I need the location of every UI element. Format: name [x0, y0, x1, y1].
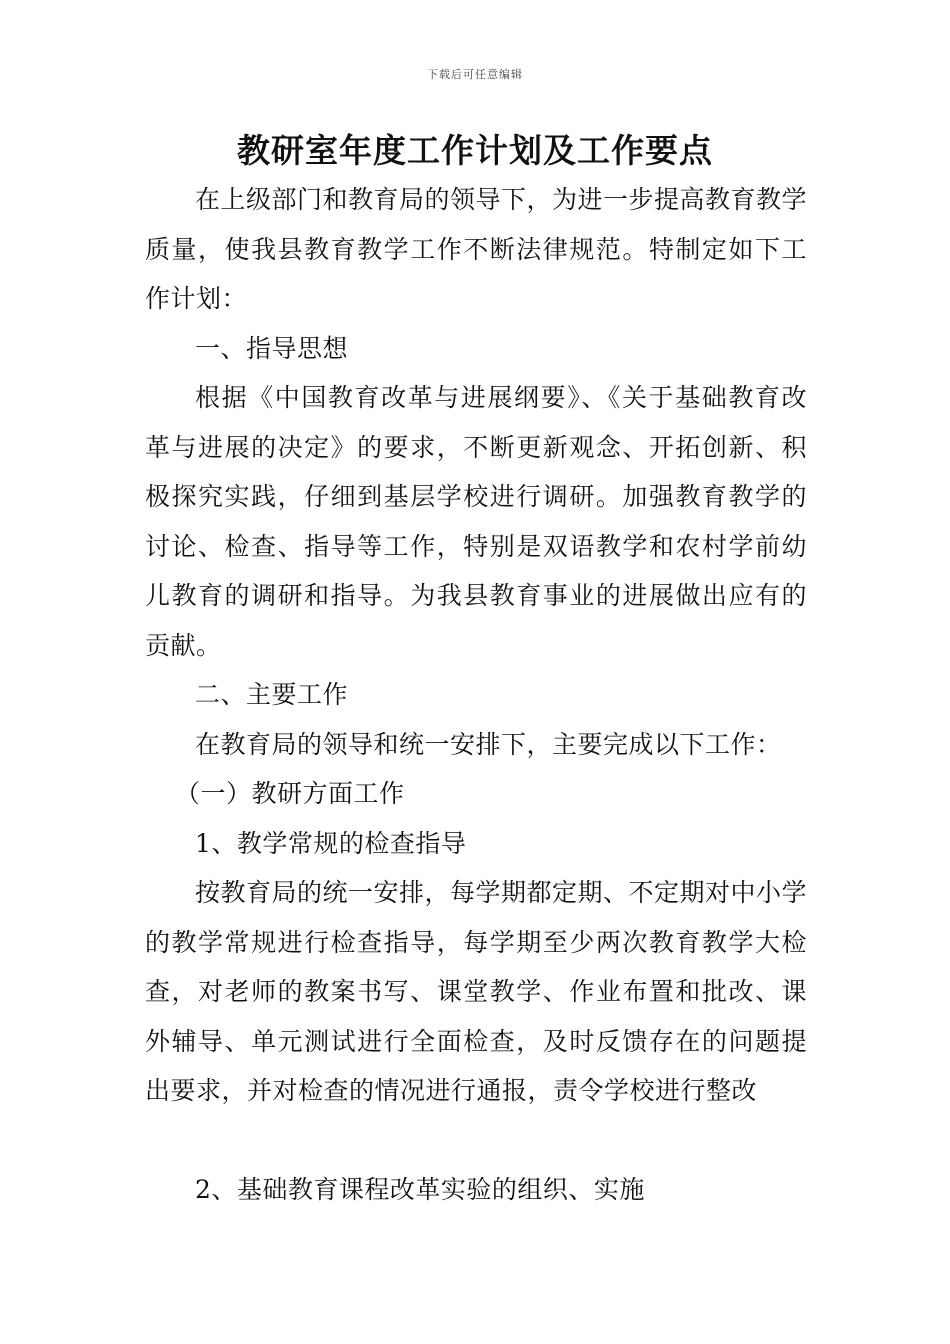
section-heading-main-work: 二、主要工作	[195, 680, 349, 709]
document-title: 教研室年度工作计划及工作要点	[237, 131, 713, 170]
paragraph-gap	[145, 1116, 807, 1166]
document-body	[145, 175, 807, 1215]
item-heading-teaching-routine: 1、教学常规的检查指导	[195, 828, 467, 858]
header-note: 下载后可任意编辑	[427, 68, 523, 81]
item-heading-curriculum-reform: 2、基础教育课程改革实验的组织、实施	[195, 1175, 645, 1204]
teaching-routine-paragraph: 按教育局的统一安排，每学期都定期、不定期对中小学的教学常规进行检查指导，每学期至少两次教育教学大检查，对老师的教案书写、课堂教学、作业布置和批改、课外辅导、单元测试进行全面检查，及时反馈存在的问题提出要求，并对检查的情况进行通报，责令学校进行整改	[145, 878, 808, 1105]
intro-paragraph: 在上级部门和教育局的领导下，为进一步提高教育教学质量，使我县教育教学工作不断法律规范。特制定如下工作计划：	[145, 185, 808, 313]
section-heading-guiding-ideology: 一、指导思想	[195, 333, 349, 363]
guiding-ideology-paragraph: 根据《中国教育改革与进展纲要》、《关于基础教育改革与进展的决定》的要求，不断更新观念、开拓创新、积极探究实践，仔细到基层学校进行调研。加强教育教学的讨论、检查、指导等工作，特别是双语教学和农村学前幼儿教育的调研和指导。为我县教育事业的进展做出应有的贡献。	[145, 383, 807, 660]
main-work-intro-paragraph: 在教育局的领导和统一安排下，主要完成以下工作：	[195, 729, 782, 759]
subsection-heading-teaching-research: （一）教研方面工作	[175, 779, 405, 808]
